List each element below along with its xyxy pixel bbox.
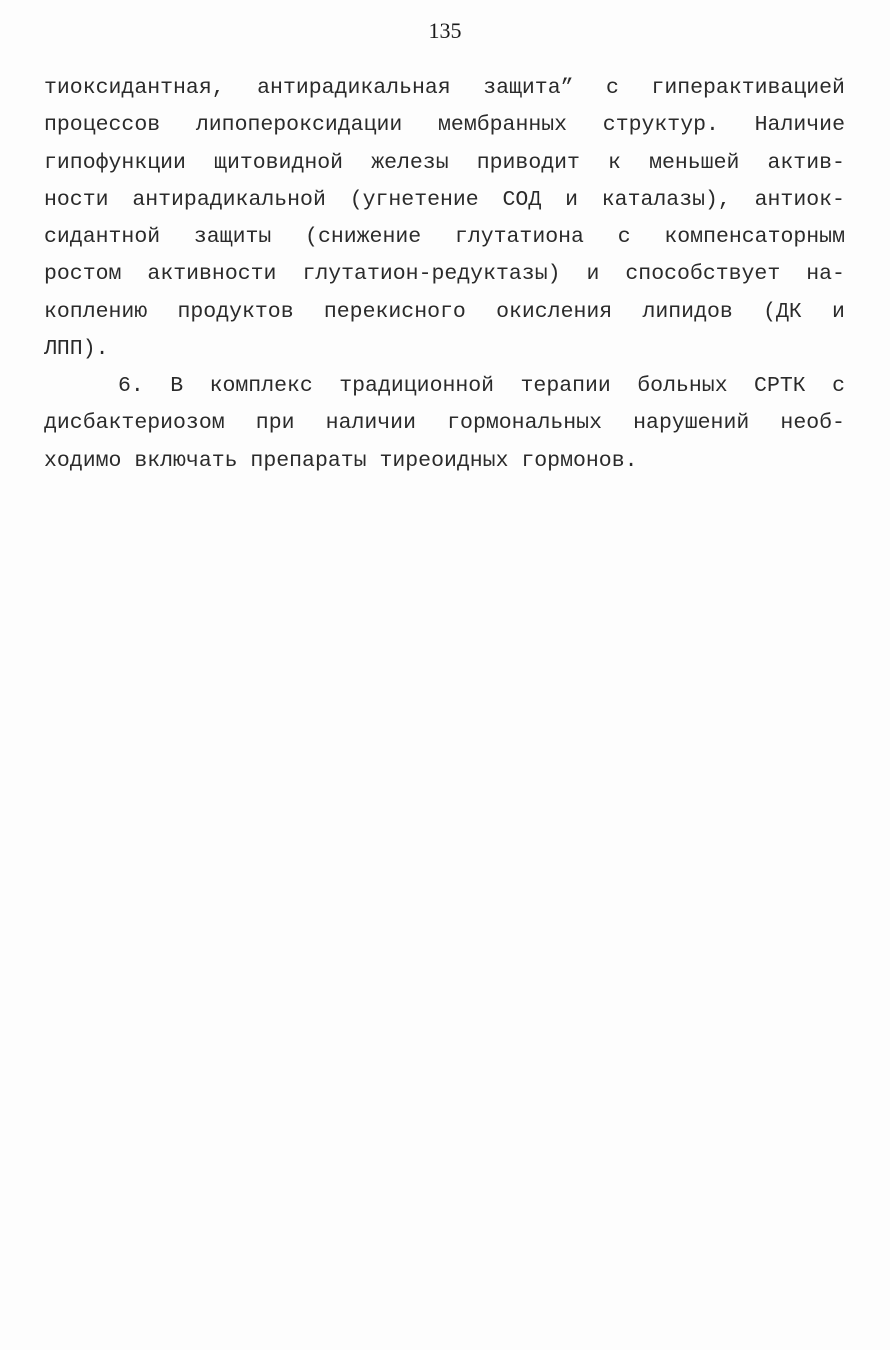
- paragraph-2: [44, 368, 845, 480]
- word: СОД: [502, 187, 542, 212]
- word: антирадикальная: [257, 76, 451, 100]
- word: наличии: [325, 411, 416, 436]
- word: липопероксидации: [195, 113, 403, 138]
- word: процессов: [44, 113, 161, 138]
- text-line: [44, 256, 845, 293]
- word: (ДК: [763, 299, 802, 324]
- word: продуктов: [177, 299, 294, 324]
- word: при: [255, 411, 295, 436]
- word: с: [606, 76, 619, 100]
- word: больных: [637, 374, 728, 398]
- word: приводит: [476, 150, 580, 175]
- word: (снижение: [305, 225, 422, 250]
- text-line: [44, 145, 845, 182]
- word: с: [832, 374, 845, 398]
- word: меньшей: [649, 150, 740, 175]
- word: Наличие: [754, 113, 845, 138]
- word: щитовидной: [214, 150, 344, 175]
- word: необ-: [780, 411, 845, 436]
- page-number: 135: [428, 18, 462, 43]
- text-line: ЛПП).: [44, 337, 109, 362]
- word: структур.: [602, 113, 719, 138]
- text-line: [44, 368, 845, 405]
- word: и: [832, 299, 845, 324]
- word: актив-: [767, 150, 845, 175]
- word: гормональных: [447, 411, 602, 436]
- word: В: [170, 374, 184, 398]
- word: с: [617, 225, 631, 250]
- word: гиперактивацией: [651, 76, 845, 100]
- word: защита”: [483, 76, 574, 100]
- text-line: [44, 107, 845, 144]
- word: компенсаторным: [664, 225, 845, 250]
- word: ростом: [44, 262, 122, 287]
- word: и: [586, 262, 600, 287]
- word: глутатиона: [454, 225, 584, 250]
- word: ности: [44, 187, 109, 212]
- word: СРТК: [754, 374, 806, 398]
- word: антирадикальной: [132, 187, 326, 212]
- text-line: [44, 70, 845, 107]
- word: к: [608, 150, 621, 175]
- word: защиты: [193, 225, 272, 250]
- word: окисления: [496, 299, 613, 324]
- word: способствует: [625, 262, 781, 287]
- word: тиоксидантная,: [44, 76, 225, 100]
- word: дисбактериозом: [44, 411, 225, 436]
- word: коплению: [44, 299, 148, 324]
- text-line: [44, 294, 845, 331]
- text-line: ходимо включать препараты тиреоидных гормонов.: [44, 448, 638, 473]
- word: гипофункции: [44, 150, 186, 175]
- text-line: [44, 219, 845, 256]
- word: липидов: [642, 299, 733, 324]
- word: активности: [147, 262, 277, 287]
- word: (угнетение: [349, 187, 479, 212]
- word: глутатион-редуктазы): [302, 262, 561, 287]
- word: и: [565, 187, 578, 212]
- word: нарушений: [633, 411, 750, 436]
- text-line: [44, 182, 845, 219]
- word: перекисного: [323, 299, 466, 324]
- word: терапии: [520, 374, 611, 398]
- word: каталазы),: [601, 187, 731, 212]
- word: сидантной: [44, 225, 161, 250]
- word: 6.: [118, 374, 144, 398]
- word: комплекс: [209, 374, 313, 398]
- word: традиционной: [339, 374, 495, 398]
- word: антиок-: [754, 187, 845, 212]
- paragraph-1: [44, 70, 845, 368]
- word: мембранных: [438, 113, 568, 138]
- word: железы: [371, 150, 449, 175]
- word: на-: [806, 262, 845, 287]
- text-line: [44, 405, 845, 442]
